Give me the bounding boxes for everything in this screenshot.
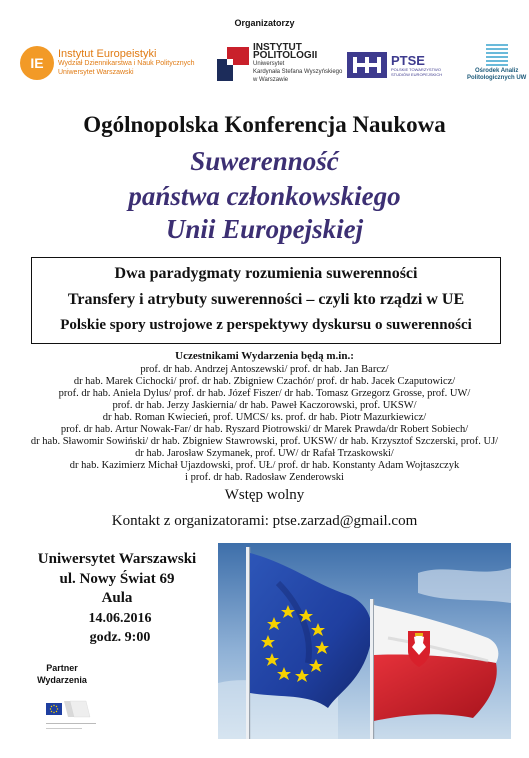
partner-line1: Partner xyxy=(46,663,78,673)
participant-line: dr hab. Marek Cichocki/ prof. dr hab. Zbigniew Czachór/ prof. dr hab. Jacek Czaputowicz/ xyxy=(73,376,456,387)
participant-line: prof. dr hab. Aniela Dylus/ prof. dr hab. Józef Fiszer/ dr hab. Tomasz Grzegorz Grosse, prof. UW/ xyxy=(58,388,471,399)
ptse-mark-icon xyxy=(347,52,387,78)
paradigm-2: Transfery i atrybuty suwerenności – czyli kto rządzi w UE xyxy=(67,291,465,308)
participant-line: prof. dr hab. Artur Nowak-Far/ dr hab. Ryszard Piotrowski/ dr Marek Prawda/dr Robert Sobiech/ xyxy=(60,424,469,435)
participant-line: dr hab. Jarosław Szymanek, prof. UW/ dr Rafał Trzaskowski/ xyxy=(135,448,394,459)
venue-name: Uniwersytet Warszawski xyxy=(37,551,197,567)
ptse-subtitle: POLSKIE TOWARZYSTWO STUDIÓW EUROPEJSKICH xyxy=(391,66,443,77)
venue-address: ul. Nowy Świat 69 xyxy=(59,571,175,587)
contact-email[interactable]: Kontakt z organizatorami: ptse.zarzad@gmail.com xyxy=(111,513,418,529)
topic-line-1: Suwerenność xyxy=(190,146,339,176)
oapp-logo xyxy=(467,44,526,82)
ue-logo-line1: Instytut Europeistyki xyxy=(58,47,157,60)
oapp-line1: Ośrodek Analiz xyxy=(474,68,519,74)
participant-line: prof. dr hab. Andrzej Antoszewski/ prof. dr hab. Jan Barcz/ xyxy=(140,364,389,375)
ptse-name: PTSE xyxy=(391,52,425,68)
event-date: 14.06.2016 xyxy=(88,611,152,626)
participant-line: prof. dr hab. Jerzy Jaskiernia/ dr hab. Paweł Kaczorowski, prof. UKSW/ xyxy=(112,400,417,411)
ip-logo-line4: Kardynała Stefana Wyszyńskiego xyxy=(253,69,343,75)
ip-mark-icon xyxy=(217,47,249,81)
flags-photo xyxy=(218,543,511,739)
ip-logo-line3: Uniwersytet xyxy=(253,61,285,67)
paradigm-3: Polskie spory ustrojowe z perspektywy dyskursu o suwerenności xyxy=(60,317,472,333)
institute-political-science-logo xyxy=(217,44,342,84)
venue-room: Aula xyxy=(101,590,133,606)
organizers-label: Organizatorzy xyxy=(234,18,295,28)
ip-logo-line1: INSTYTUT xyxy=(253,42,302,53)
topic-line-2: państwa członkowskiego xyxy=(128,181,401,211)
ue-logo-line3: Uniwersytet Warszawski xyxy=(58,68,134,76)
paradigms-box xyxy=(31,257,501,344)
ue-logo-line2: Wydział Dziennikarstwa i Nauk Politycznych xyxy=(58,59,195,67)
oapp-line2: Politologicznych UW xyxy=(467,75,527,81)
topic-line-3: Unii Europejskiej xyxy=(165,214,364,244)
free-entry: Wstęp wolny xyxy=(224,487,305,503)
institute-european-studies-logo xyxy=(20,46,194,80)
partner-label xyxy=(27,662,97,686)
event-time: godz. 9:00 xyxy=(89,630,151,645)
ptse-logo xyxy=(347,52,447,78)
participant-line: dr hab. Roman Kwiecień, prof. UMCS/ ks. prof. dr hab. Piotr Mazurkiewicz/ xyxy=(102,412,427,423)
ip-logo-line5: w Warszawie xyxy=(253,77,289,83)
conference-title: Ogólnopolska Konferencja Naukowa xyxy=(83,112,446,137)
participant-line: dr hab. Sławomir Sowiński/ dr hab. Zbigniew Stawrowski, prof. UKSW/ dr hab. Krzysztof Szczerski, prof. UJ/ xyxy=(30,436,499,447)
ue-circle-icon: IE xyxy=(20,46,54,80)
paradigm-1: Dwa paradygmaty rozumienia suwerenności xyxy=(114,265,418,282)
partner-line2: Wydarzenia xyxy=(37,675,87,685)
participants-heading: Uczestnikami Wydarzenia będą m.in.: xyxy=(175,350,354,362)
european-commission-logo xyxy=(46,699,106,735)
ip-logo-line2: POLITOLOGII xyxy=(253,50,318,61)
participant-line: i prof. dr hab. Radosław Zenderowski xyxy=(185,472,344,483)
participant-line: dr hab. Kazimierz Michał Ujazdowski, prof. UŁ/ prof. dr hab. Konstanty Adam Wojtaszczyk xyxy=(69,460,460,471)
oapp-mark-icon xyxy=(486,44,508,66)
